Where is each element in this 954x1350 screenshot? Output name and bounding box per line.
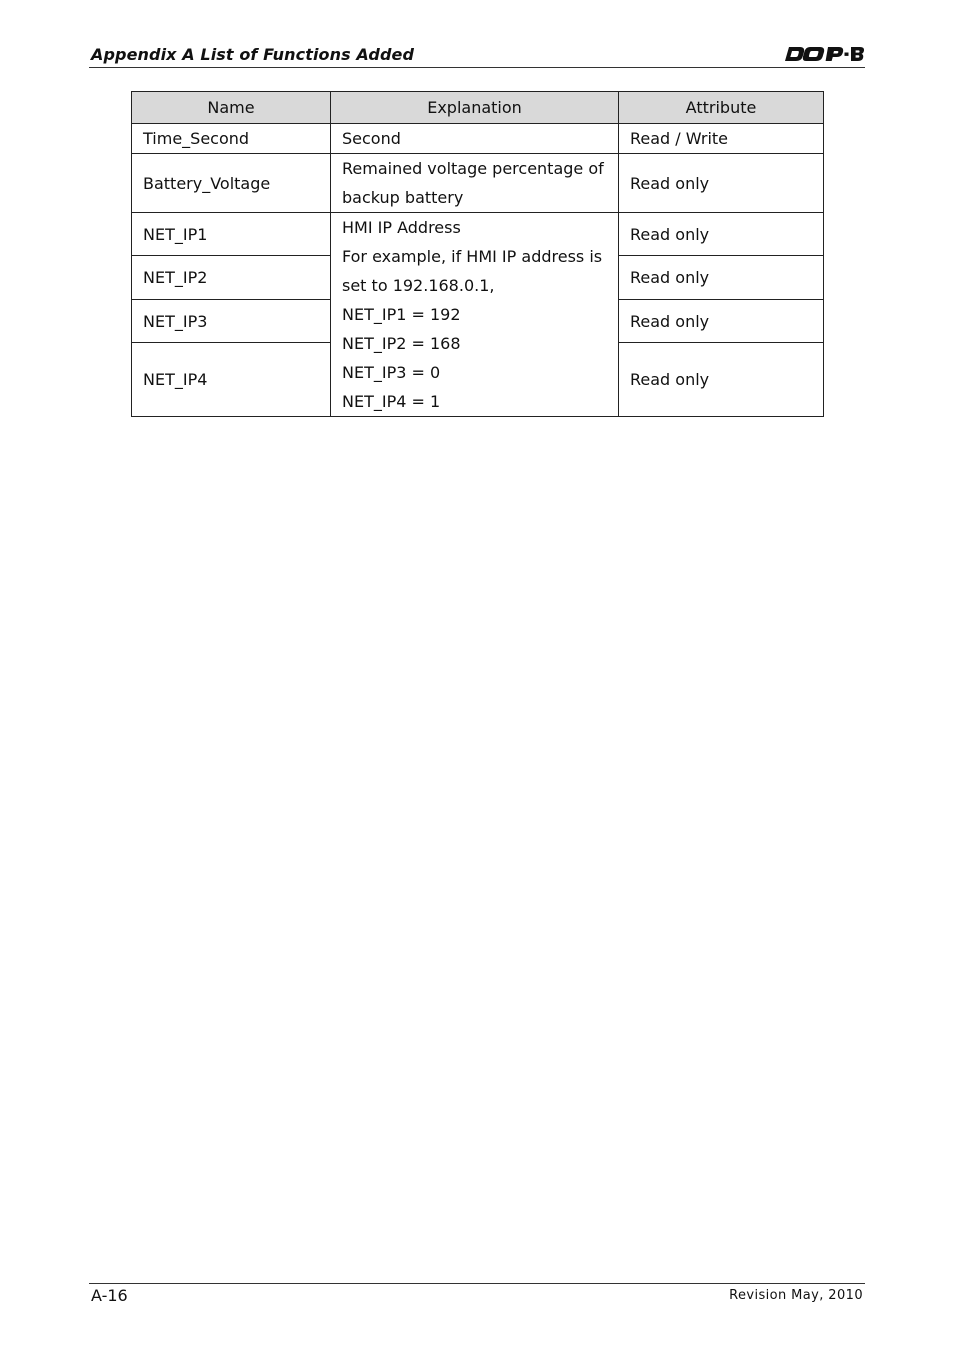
page-header xyxy=(89,42,865,68)
row-attribute: Read only xyxy=(619,213,824,256)
row-attribute: Read only xyxy=(619,154,824,213)
column-header-attribute: Attribute xyxy=(619,92,824,124)
row-name: Time_Second xyxy=(132,124,331,154)
dop-b-logo xyxy=(783,44,865,64)
row-name: NET_IP4 xyxy=(132,343,331,417)
explanation-line: backup battery xyxy=(342,188,464,207)
explanation-line: HMI IP Address xyxy=(342,218,461,237)
row-attribute: Read only xyxy=(619,256,824,299)
revision-date: Revision May, 2010 xyxy=(729,1288,863,1303)
explanation-line: Remained voltage percentage of xyxy=(342,159,604,178)
ip-explanation-cell xyxy=(331,213,619,417)
column-header-explanation: Explanation xyxy=(331,92,619,124)
table-header-row xyxy=(132,92,824,124)
row-attribute: Read / Write xyxy=(619,124,824,154)
row-attribute: Read only xyxy=(619,299,824,342)
row-name: NET_IP1 xyxy=(132,213,331,256)
explanation-line: For example, if HMI IP address is xyxy=(342,247,603,266)
header-title: Appendix A List of Functions Added xyxy=(91,45,415,64)
column-header-name: Name xyxy=(132,92,331,124)
explanation-line: set to 192.168.0.1, xyxy=(342,276,495,295)
functions-table xyxy=(131,91,824,417)
explanation-line: NET_IP2 = 168 xyxy=(342,334,461,353)
table-row xyxy=(132,124,824,154)
table-row xyxy=(132,213,824,256)
page-number: A-16 xyxy=(91,1286,128,1305)
explanation-line: NET_IP1 = 192 xyxy=(342,305,461,324)
row-explanation: Second xyxy=(331,124,619,154)
page-footer xyxy=(89,1283,865,1305)
row-explanation xyxy=(331,154,619,213)
explanation-line: NET_IP4 = 1 xyxy=(342,392,441,411)
row-name: Battery_Voltage xyxy=(132,154,331,213)
row-name: NET_IP2 xyxy=(132,256,331,299)
row-name: NET_IP3 xyxy=(132,299,331,342)
row-attribute: Read only xyxy=(619,343,824,417)
table-row xyxy=(132,154,824,213)
explanation-line: NET_IP3 = 0 xyxy=(342,363,441,382)
